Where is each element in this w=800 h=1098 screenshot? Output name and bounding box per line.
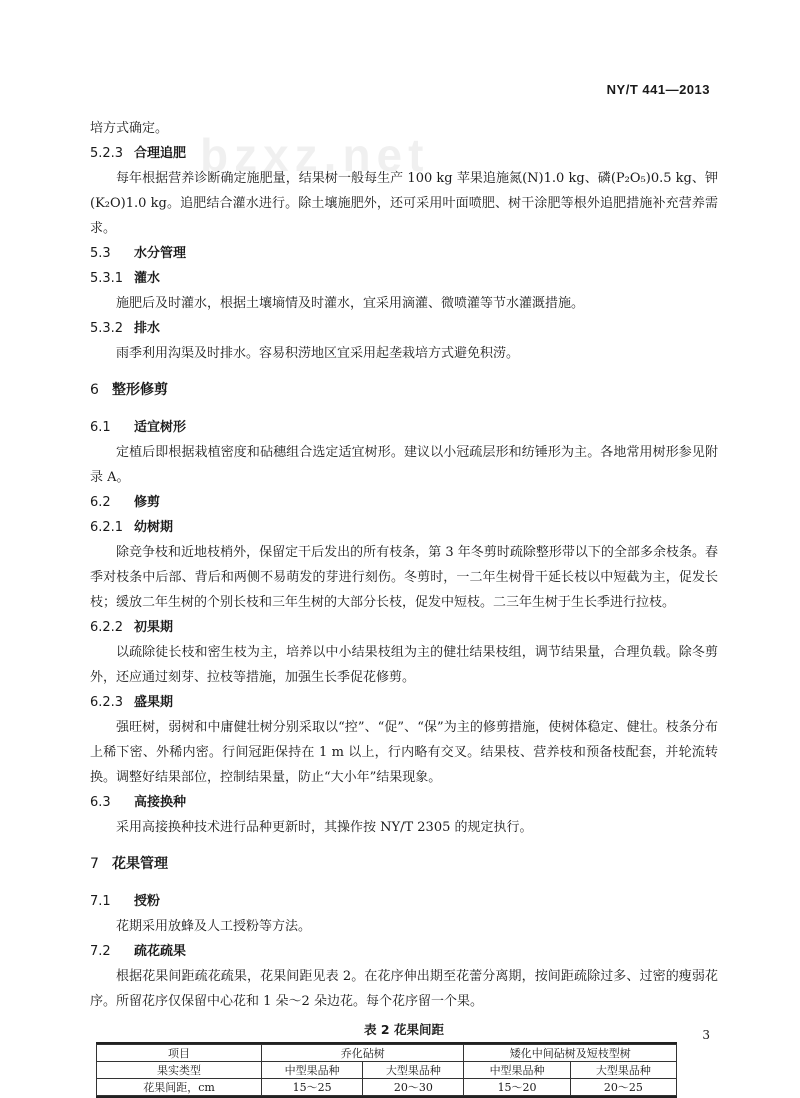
flower-fruit-spacing-table (96, 1044, 677, 1096)
page-number: 3 (702, 1028, 710, 1042)
section-heading: 6.2.1 幼树期 (90, 520, 174, 535)
table-cell: 20～30 (363, 1079, 464, 1096)
table-cell: 15～25 (262, 1079, 363, 1096)
watermark: bzxz.net (200, 129, 430, 181)
paragraph: 培方式确定。 (90, 121, 169, 136)
paragraph: 以疏除徒长枝和密生枝为主，培养以中小结果枝组为主的健壮结果枝组，调节结果量，合理负载。除冬剪外，还应通过刻芽、拉枝等措施，加强生长季促花修剪。 (90, 645, 718, 685)
section-heading: 5.3.2 排水 (90, 321, 161, 336)
section-heading: 7.2 疏花疏果 (90, 944, 187, 959)
table-row (97, 1045, 677, 1062)
table-caption: 表 2 花果间距 (364, 1022, 444, 1037)
paragraph: 施肥后及时灌水，根据土壤墒情及时灌水，宜采用滴灌、微喷灌等节水灌溉措施。 (116, 296, 585, 311)
table-cell: 20～25 (570, 1079, 676, 1096)
table-frame (96, 1042, 677, 1098)
table-cell: 大型果品种 (363, 1062, 464, 1079)
document-body (90, 116, 718, 1098)
section-heading: 6.3 高接换种 (90, 795, 187, 810)
section-heading: 5.3 水分管理 (90, 246, 187, 261)
table-row (97, 1062, 677, 1079)
section-heading: 6.2 修剪 (90, 495, 161, 510)
paragraph: 雨季利用沟渠及时排水。容易积涝地区宜采用起垄栽培方式避免积涝。 (116, 346, 520, 361)
paragraph: 根据花果间距疏花疏果，花果间距见表 2。在花序伸出期至花蕾分离期，按间距疏除过多、过密的瘦弱花序。所留花序仅保留中心花和 1 朵～2 朵边花。每个花序留一个果。 (90, 969, 718, 1009)
chapter-heading: 7 花果管理 (90, 856, 168, 872)
chapter-heading: 6 整形修剪 (90, 382, 168, 398)
table-cell: 15～20 (464, 1079, 570, 1096)
table-cell: 花果间距，cm (97, 1079, 262, 1096)
section-heading: 6.2.2 初果期 (90, 620, 174, 635)
table-cell: 中型果品种 (464, 1062, 570, 1079)
table-cell: 矮化中间砧树及短枝型树 (464, 1045, 677, 1062)
section-heading: 6.2.3 盛果期 (90, 695, 174, 710)
paragraph: 采用高接换种技术进行品种更新时，其操作按 NY/T 2305 的规定执行。 (116, 820, 533, 835)
paragraph: 除竞争枝和近地枝梢外，保留定干后发出的所有枝条，第 3 年冬剪时疏除整形带以下的全部多余枝条。春季对枝条中后部、背后和两侧不易萌发的芽进行刻伤。冬剪时，一二年生树骨干延长枝以中短截为主，促发长枝；缓放二年生树的个别长枝和三年生树的大部分长枝，促发中短枝。二三年生树于生长季进行拉枝。 (90, 545, 718, 610)
section-heading: 6.1 适宜树形 (90, 420, 187, 435)
standard-code: NY/T 441—2013 (606, 82, 710, 97)
paragraph: 强旺树，弱树和中庸健壮树分别采取以“控”、“促”、“保”为主的修剪措施，使树体稳定、健壮。枝条分布上稀下密、外稀内密。行间冠距保持在 1 m 以上，行内略有交叉。结果枝、营养枝和预备枝配套，并轮流转换。调整好结果部位，控制结果量，防止“大小年”结果现象。 (90, 720, 718, 785)
paragraph: 定植后即根据栽植密度和砧穗组合选定适宜树形。建议以小冠疏层形和纺锤形为主。各地常用树形参见附录 A。 (90, 445, 718, 485)
paragraph: 花期采用放蜂及人工授粉等方法。 (116, 919, 312, 934)
table-cell: 乔化砧树 (262, 1045, 464, 1062)
table-cell: 果实类型 (97, 1062, 262, 1079)
table-cell: 中型果品种 (262, 1062, 363, 1079)
table-cell: 项目 (97, 1045, 262, 1062)
section-heading: 5.3.1 灌水 (90, 271, 161, 286)
table-cell: 大型果品种 (570, 1062, 676, 1079)
table-row (97, 1079, 677, 1096)
paragraph: 每年根据营养诊断确定施肥量，结果树一般每生产 100 kg 苹果追施氮(N)1.0 kg、磷(P₂O₅)0.5 kg、钾(K₂O)1.0 kg。追肥结合灌水进行。除土壤施肥外，还可采用叶面喷肥、树干涂肥等根外追肥措施补充营养需求。 (90, 171, 718, 236)
section-heading: 7.1 授粉 (90, 894, 161, 909)
section-heading: 5.2.3 合理追肥 (90, 146, 187, 161)
